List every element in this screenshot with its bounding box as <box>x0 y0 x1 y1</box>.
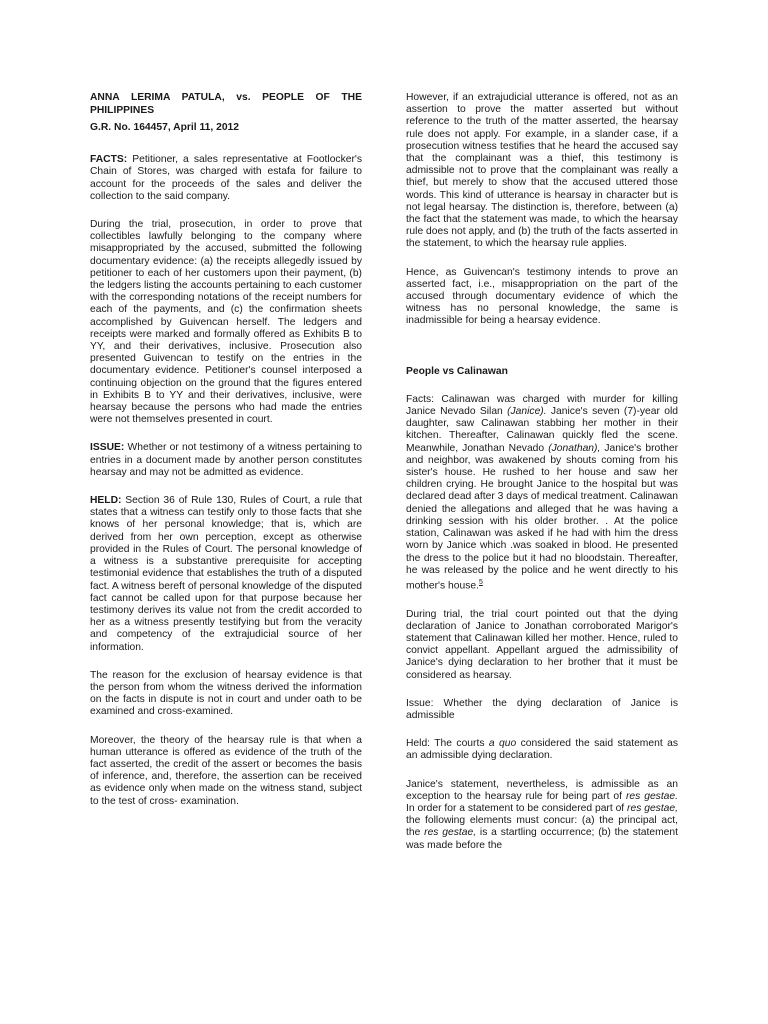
case-title: ANNA LERIMA PATULA, vs. PEOPLE OF THE PHILIPPINES <box>90 92 362 116</box>
res-gestae-italic-2: res gestae, <box>627 802 678 814</box>
facts-paragraph <box>90 154 362 203</box>
facts-label: FACTS: <box>90 154 128 166</box>
footnote-marker[interactable]: 5 <box>478 578 483 586</box>
janice-text-d: is a startling occurrence; (b) the statement was made before the <box>406 827 679 851</box>
hence-paragraph: Hence, as Guivencan's testimony intends to prove an asserted fact, i.e., misappropriation on the part of the accused through documentary evidence of which the witness has no personal knowledge, the same is inadmissible for being a hearsay evidence. <box>406 266 678 327</box>
res-gestae-italic-3: res gestae, <box>424 827 477 839</box>
held-label: HELD: <box>90 495 122 507</box>
held2-text-a: Held: The courts <box>406 738 489 750</box>
facts2-text-c: Janice's brother and neighbor, was awakened by shouts coming from his sister's house. He rushed to her house and saw her children crying. He brought Janice to the hospital but was declared dead after 3 days of medical treatment. Calinawan denied the allegations and alleged that he was having a drinking session with his older brother. . At the police station, Calinawan was asked if he had with him the dress worn by Janice which .was soaked in blood. He presented the dress to the police but it had no bloodstain. Thereafter, he was released by the police and he went directly to his mother's house. <box>406 442 678 592</box>
held2-paragraph <box>406 738 678 762</box>
case-heading-calinawan: People vs Calinawan <box>406 365 508 377</box>
janice-text-c: the following elements must concur: (a) the principal act, the <box>406 815 678 839</box>
held2-text-b: considered the said statement as an admissible dying declaration. <box>406 738 678 762</box>
left-column <box>90 92 362 824</box>
janice-text-b: In order for a statement to be considered part of <box>406 802 628 814</box>
facts2-paragraph <box>406 394 678 593</box>
issue-text: Whether or not testimony of a witness pertaining to entries in a document made by another person constitutes hearsay and may not be admitted as evidence. <box>90 442 362 478</box>
facts-text: Petitioner, a sales representative at Footlocker's Chain of Stores, was charged with estafa for failure to account for the proceeds of the sales and deliver the collection to the said company. <box>90 154 362 202</box>
janice-statement-paragraph <box>406 779 678 852</box>
issue-paragraph <box>90 442 362 479</box>
facts2-text-a: Facts: Calinawan was charged with murder for killing Janice Nevado Silan <box>406 393 678 418</box>
held2-a-quo-italic: a quo <box>488 738 517 750</box>
section-gap <box>406 344 678 366</box>
facts2-jonathan-italic: (Jonathan), <box>548 442 601 454</box>
right-column <box>406 92 678 868</box>
held-text: Section 36 of Rule 130, Rules of Court, a rule that states that a witness can testify only to those facts that she knows of her personal knowledge; that is, which are derived from her own perception, except as otherwise provided in the Rules of Court. The personal knowledge of a witness is a substantive prerequisite for accepting testimonial evidence that establishes the truth of a disputed fact. A witness bereft of personal knowledge of the disputed fact cannot be called upon for that purpose because her testimony derives its value not from the credit accorded to her as a witness presently testifying but from the veracity and competency of the extrajudicial source of her information. <box>90 495 362 653</box>
issue2-paragraph: Issue: Whether the dying declaration of Janice is admissible <box>406 697 678 721</box>
issue-label: ISSUE: <box>90 442 125 454</box>
facts2-janice-italic: (Janice). <box>507 406 547 418</box>
however-paragraph: However, if an extrajudicial utterance is offered, not as an assertion to prove the matter asserted but without reference to the truth of the matter asserted, the hearsay rule does not apply. For example, in a slander case, if a prosecution witness testifies that he heard the accused say that the complainant was a thief, this testimony is admissible not to prove that the complainant was really a thief, but merely to show that the accused uttered those words. This kind of utterance is hearsay in character but is not legal hearsay. The distinction is, therefore, between (a) the fact that the statement was made, to which the hearsay rule does not apply, and (b) the truth of the facts asserted in the statement, to which the hearsay rule applies. <box>406 92 678 250</box>
facts2-text-b: Janice's seven (7)-year old daughter, saw Calinawan stabbing her mother in their kitchen. Thereafter, Calinawan quickly fled the scene. Meanwhile, Jonathan Nevado <box>406 406 678 454</box>
res-gestae-italic-1: res gestae. <box>625 790 678 802</box>
gr-number: G.R. No. 164457, April 11, 2012 <box>90 122 240 133</box>
reason-paragraph: The reason for the exclusion of hearsay evidence is that the person from whom the witness derived the information on the facts in dispute is not in court and under oath to be examined and cross-examined. <box>90 669 362 718</box>
moreover-paragraph: Moreover, the theory of the hearsay rule is that when a human utterance is offered as evidence of the truth of the fact asserted, the credit of the assert or becomes the basis of inference, and, therefore, the assertion can be received as evidence only when made on the witness stand, subject to the test of cross- examination. <box>90 734 362 807</box>
trial-paragraph: During the trial, prosecution, in order to prove that collectibles lawfully belonging to the company where misappropriated by the accused, submitted the following documentary evidence: (a) the receipts allegedly issued by petitioner to each of her customers upon their payment, (b) the ledgers listing the accounts pertaining to each customer with the corresponding notations of the receipt numbers for each of the payments, and (c) the confirmation sheets accomplished by Guivencan herself. The ledgers and receipts were marked and formally offered as Exhibits B to YY, and their derivatives, inclusive. Prosecution also presented Guivencan to testify on the entries in the documentary evidence. Petitioner's counsel interposed a continuing objection on the ground that the figures entered in Exhibits B to YY and their derivatives, inclusive, were hearsay because the persons who had made the entries were not themselves presented in court. <box>90 219 362 426</box>
held-paragraph <box>90 495 362 654</box>
janice-text-a: Janice's statement, nevertheless, is admissible as an exception to the hearsay rule for being part of <box>406 778 678 802</box>
trial2-paragraph: During trial, the trial court pointed out that the dying declaration of Janice to Jonathan corroborated Marigor's statement that Calinawan killed her mother. Hence, ruled to convict appellant. Appellant argued the admissibility of Janice's dying declaration to her brother that it must be considered as hearsay. <box>406 608 678 681</box>
